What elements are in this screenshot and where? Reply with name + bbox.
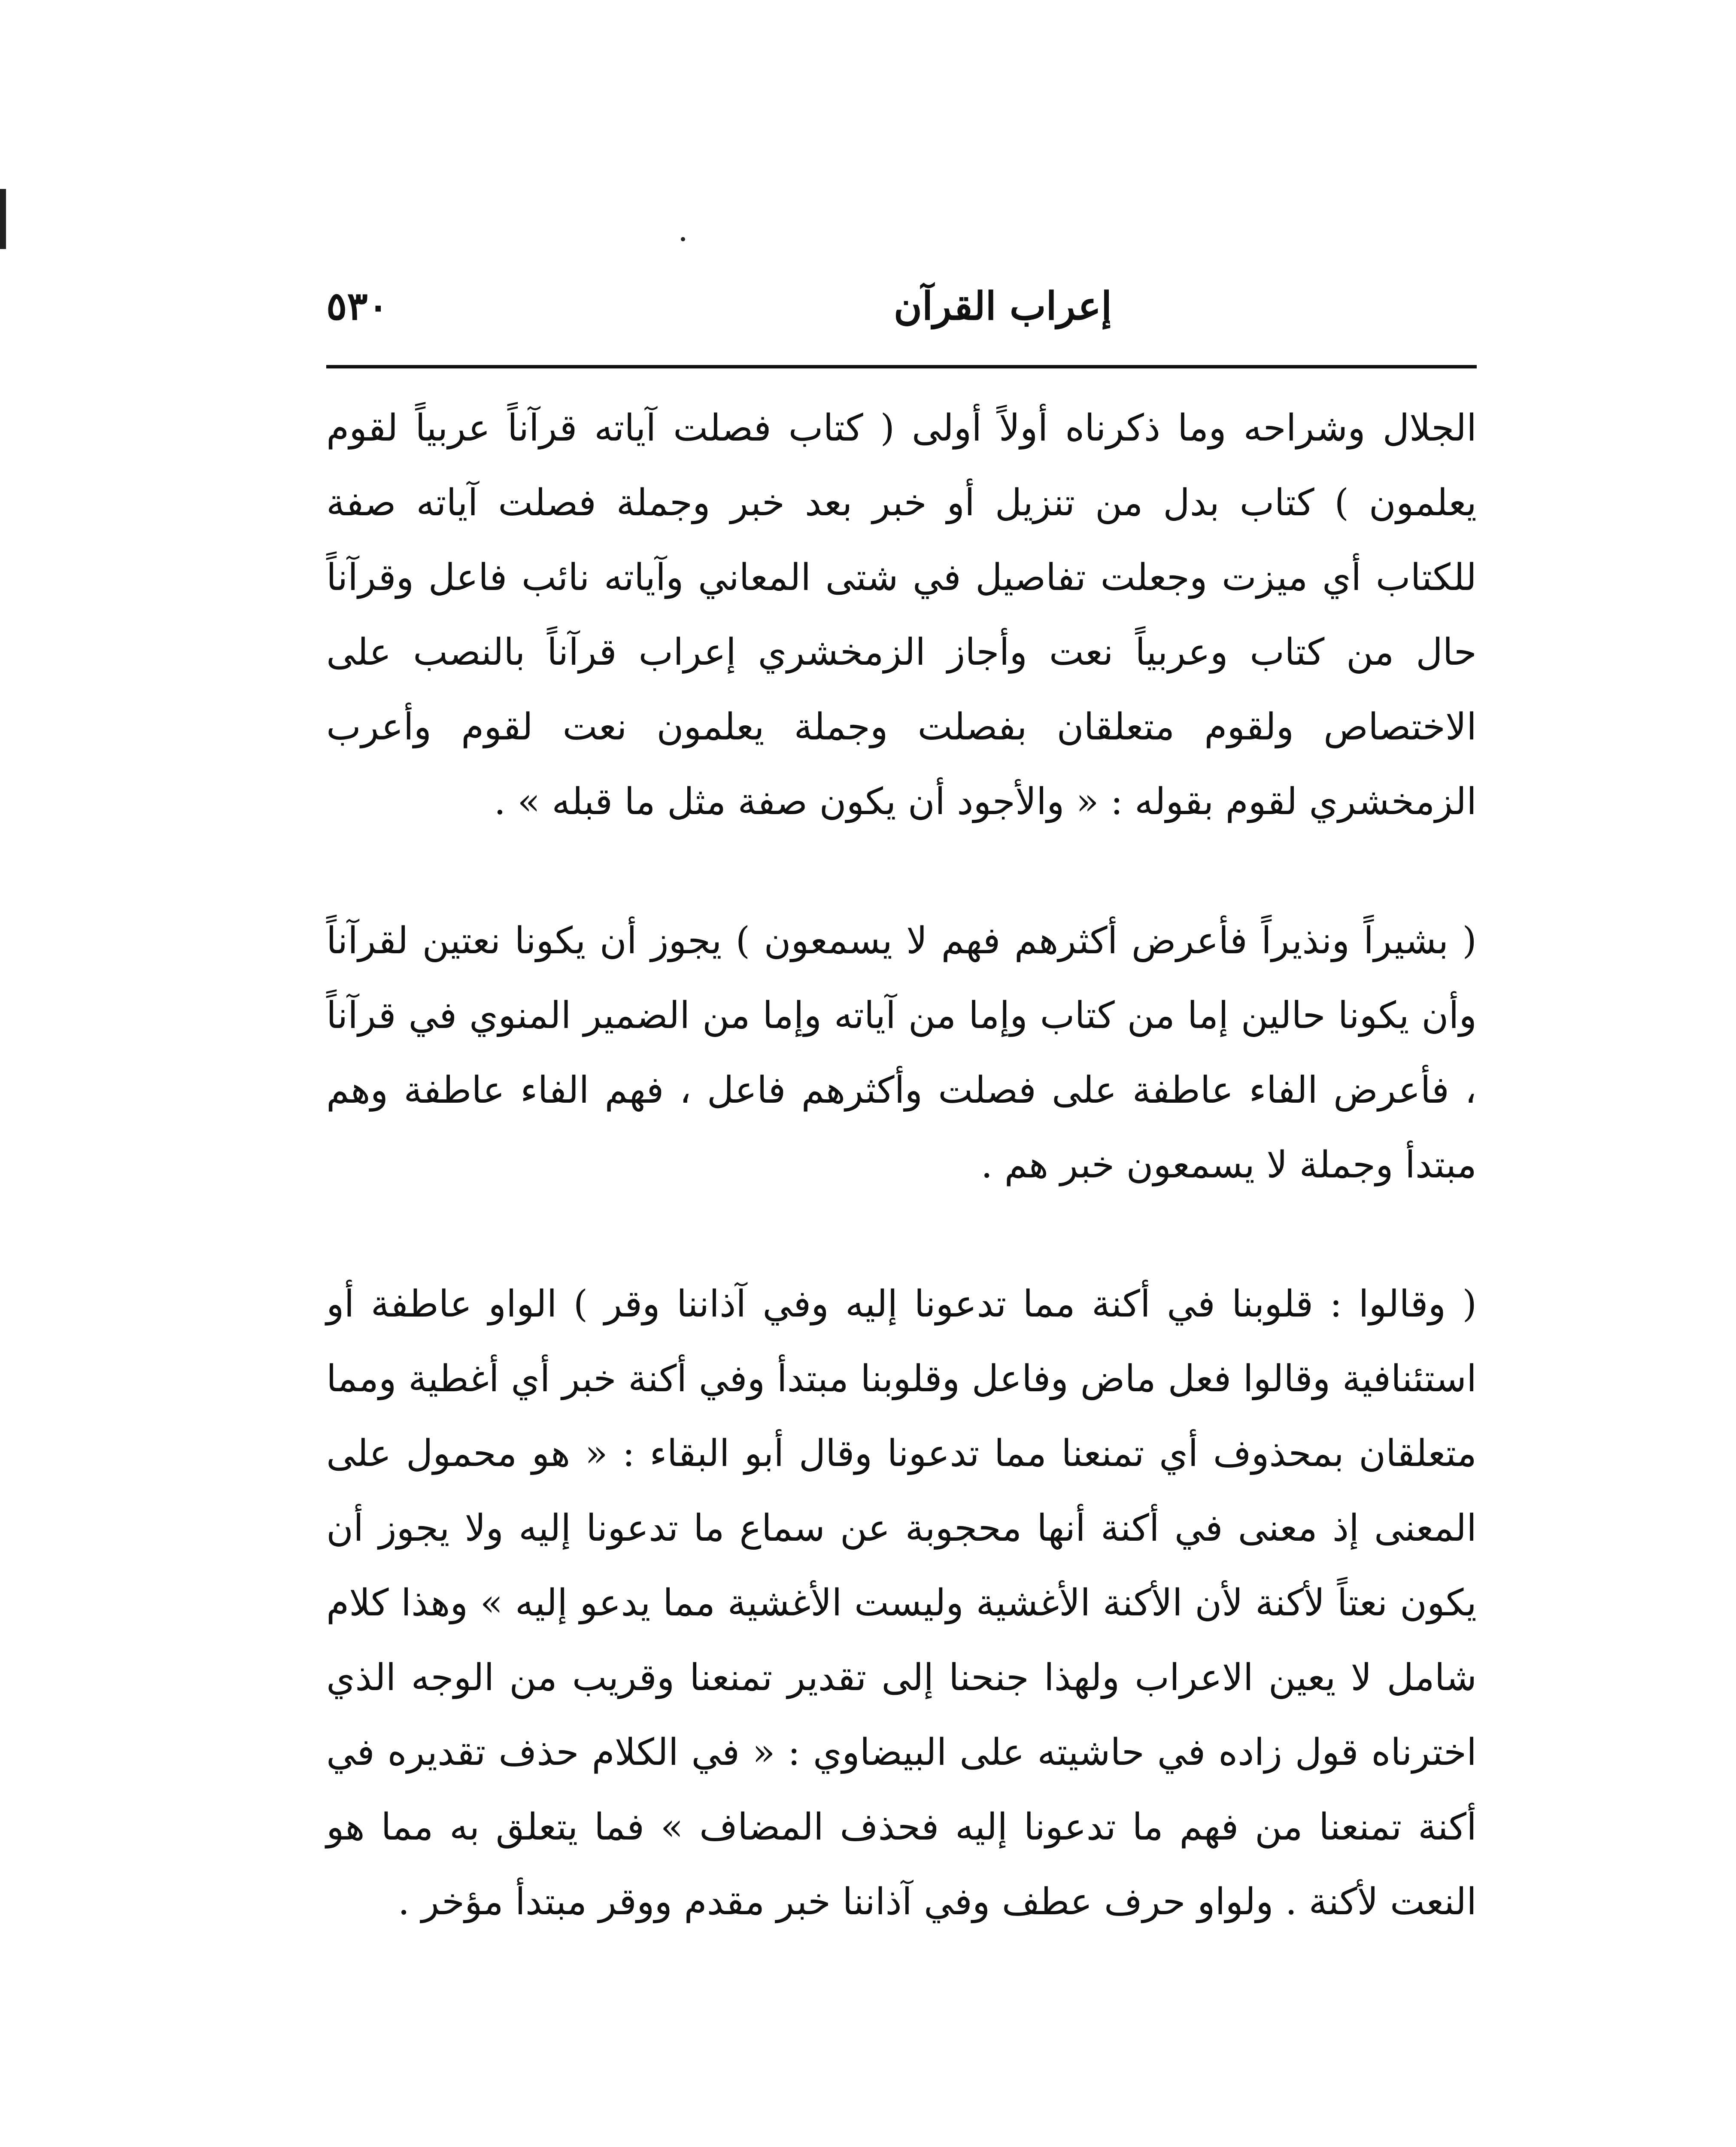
book-title: إعراب القرآن	[893, 283, 1112, 329]
scan-edge-mark	[0, 189, 6, 249]
paragraph-2: ( بشيراً ونذيراً فأعرض أكثرهم فهم لا يسمعون ) يجوز أن يكونا نعتين لقرآناً وأن يكونا حالين إما من كتاب وإما من آياته وإما من الضمير المنوي في قرآناً ، فأعرض الفاء عاطفة على فصلت وأكثرهم فاعل ، فهم الفاء عاطفة وهم مبتدأ وجملة لا يسمعون خبر هم .	[326, 919, 1477, 1186]
ink-speck	[681, 237, 685, 241]
body-text	[326, 391, 1477, 1939]
page-number: ٥٣٠	[326, 283, 389, 329]
paragraph-3: ( وقالوا : قلوبنا في أكنة مما تدعونا إليه وفي آذاننا وقر ) الواو عاطفة أو استئنافية وقالوا فعل ماض وفاعل وقلوبنا مبتدأ وفي أكنة خبر أي أغطية ومما متعلقان بمحذوف أي تمنعنا مما تدعونا وقال أبو البقاء : « هو محمول على المعنى إذ معنى في أكنة أنها محجوبة عن سماع ما تدعونا إليه ولا يجوز أن يكون نعتاً لأكنة لأن الأكنة الأغشية وليست الأغشية مما يدعو إليه » وهذا كلام شامل لا يعين الاعراب ولهذا جنحنا إلى تقدير تمنعنا وقريب من الوجه الذي اخترناه قول زاده في حاشيته على البيضاوي : « في الكلام حذف تقديره في أكنة تمنعنا من فهم ما تدعونا إليه فحذف المضاف » فما يتعلق به مما هو النعت لأكنة . ولواو حرف عطف وفي آذاننا خبر مقدم ووقر مبتدأ مؤخر .	[326, 1283, 1477, 1923]
header-rule	[326, 365, 1477, 368]
paragraph-1: الجلال وشراحه وما ذكرناه أولاً أولى ( كتاب فصلت آياته قرآناً عربياً لقوم يعلمون ) كتاب بدل من تنزيل أو خبر بعد خبر وجملة فصلت آياته صفة للكتاب أي ميزت وجعلت تفاصيل في شتى المعاني وآياته نائب فاعل وقرآناً حال من كتاب وعربياً نعت وأجاز الزمخشري إعراب قرآناً بالنصب على الاختصاص ولقوم متعلقان بفصلت وجملة يعلمون نعت لقوم وأعرب الزمخشري لقوم بقوله : « والأجود أن يكون صفة مثل ما قبله » .	[326, 407, 1477, 823]
page-header	[326, 275, 1477, 361]
